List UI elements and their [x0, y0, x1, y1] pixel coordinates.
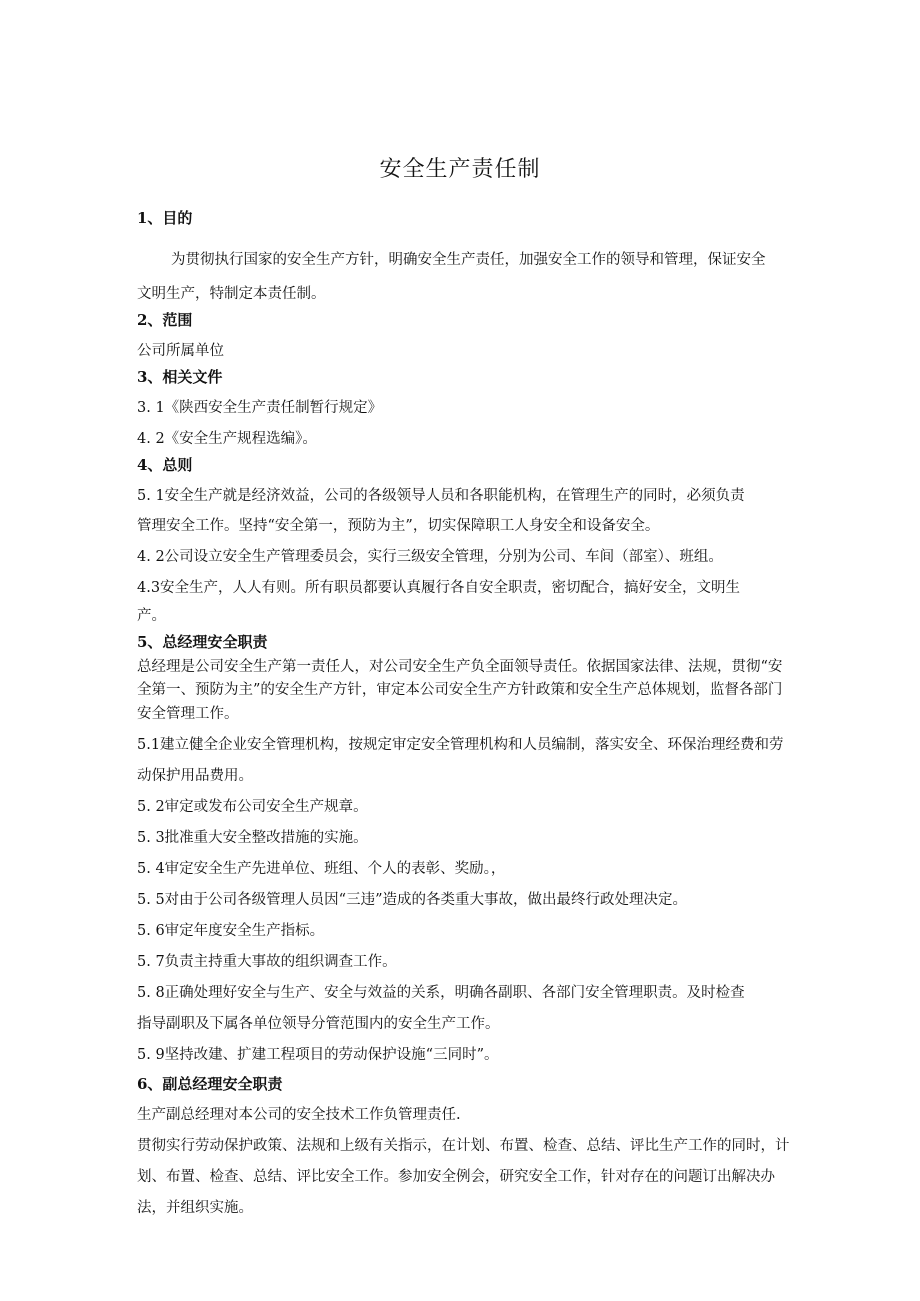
section-heading: 2、范围: [137, 311, 193, 329]
paragraph-line: 为贯彻执行国家的安全生产方针，明确安全生产责任，加强安全工作的领导和管理，保证安全: [171, 252, 766, 268]
paragraph-line: 贯彻实行劳动保护政策、法规和上级有关指示，在计划、布置、检查、总结、评比生产工作的同时，计: [137, 1138, 790, 1154]
paragraph-line: 4.3安全生产，人人有则。所有职员都要认真履行各自安全职责，密切配合，搞好安全，文明生: [137, 580, 741, 596]
section-heading: 5、总经理安全职责: [137, 633, 268, 651]
section-heading: 6、副总经理安全职责: [137, 1075, 283, 1093]
paragraph-line: 法，并组织实施。: [137, 1200, 253, 1216]
paragraph-line: 4. 2公司设立安全生产管理委员会，实行三级安全管理，分别为公司、车间（部室）、班组。: [137, 549, 723, 565]
paragraph-line: 5. 6审定年度安全生产指标。: [137, 923, 325, 939]
section-heading: 4、总则: [137, 456, 193, 474]
paragraph-line: 全第一、预防为主”的安全生产方针，审定本公司安全生产方针政策和安全生产总体规划，监督各部门: [137, 682, 783, 698]
paragraph-line: 公司所属单位: [137, 343, 224, 359]
paragraph-line: 总经理是公司安全生产第一责任人，对公司安全生产负全面领导责任。依据国家法律、法规，贯彻“安: [137, 659, 783, 675]
page-title: 安全生产责任制: [379, 157, 541, 182]
section-heading: 1、目的: [137, 209, 193, 227]
paragraph-line: 生产副总经理对本公司的安全技术工作负管理责任.: [137, 1107, 461, 1123]
paragraph-line: 划、布置、检查、总结、评比安全工作。参加安全例会，研究安全工作，针对存在的问题订出解决办: [137, 1169, 775, 1185]
paragraph-line: 安全管理工作。: [137, 706, 239, 722]
paragraph-line: 产。: [137, 608, 166, 624]
paragraph-line: 5. 5对由于公司各级管理人员因“三违”造成的各类重大事故，做出最终行政处理决定。: [137, 892, 687, 908]
paragraph-line: 4. 2《安全生产规程选编》。: [137, 431, 317, 447]
paragraph-line: 3. 1《陕西安全生产责任制暂行规定》: [137, 400, 383, 416]
paragraph-line: 动保护用品费用。: [137, 768, 253, 784]
section-heading: 3、相关文件: [137, 368, 223, 386]
paragraph-line: 5. 7负责主持重大事故的组织调查工作。: [137, 954, 397, 970]
paragraph-line: 文明生产，特制定本责任制。: [137, 286, 326, 302]
paragraph-line: 管理安全工作。坚持“安全第一，预防为主”，切实保障职工人身安全和设备安全。: [137, 518, 660, 534]
paragraph-line: 5. 3批准重大安全整改措施的实施。: [137, 830, 368, 846]
paragraph-line: 指导副职及下属各单位领导分管范围内的安全生产工作。: [137, 1016, 500, 1032]
paragraph-line: 5. 8正确处理好安全与生产、安全与效益的关系，明确各副职、各部门安全管理职责。及时检查: [137, 985, 745, 1001]
paragraph-line: 5. 2审定或发布公司安全生产规章。: [137, 799, 368, 815]
paragraph-line: 5. 1安全生产就是经济效益，公司的各级领导人员和各职能机构，在管理生产的同时，必须负责: [137, 488, 745, 504]
paragraph-line: 5. 4审定安全生产先进单位、班组、个人的表彰、奖励。，: [137, 861, 506, 877]
paragraph-line: 5.1建立健全企业安全管理机构，按规定审定安全管理机构和人员编制，落实安全、环保治理经费和劳: [137, 737, 784, 753]
paragraph-line: 5. 9坚持改建、扩建工程项目的劳动保护设施“三同时”。: [137, 1047, 499, 1063]
